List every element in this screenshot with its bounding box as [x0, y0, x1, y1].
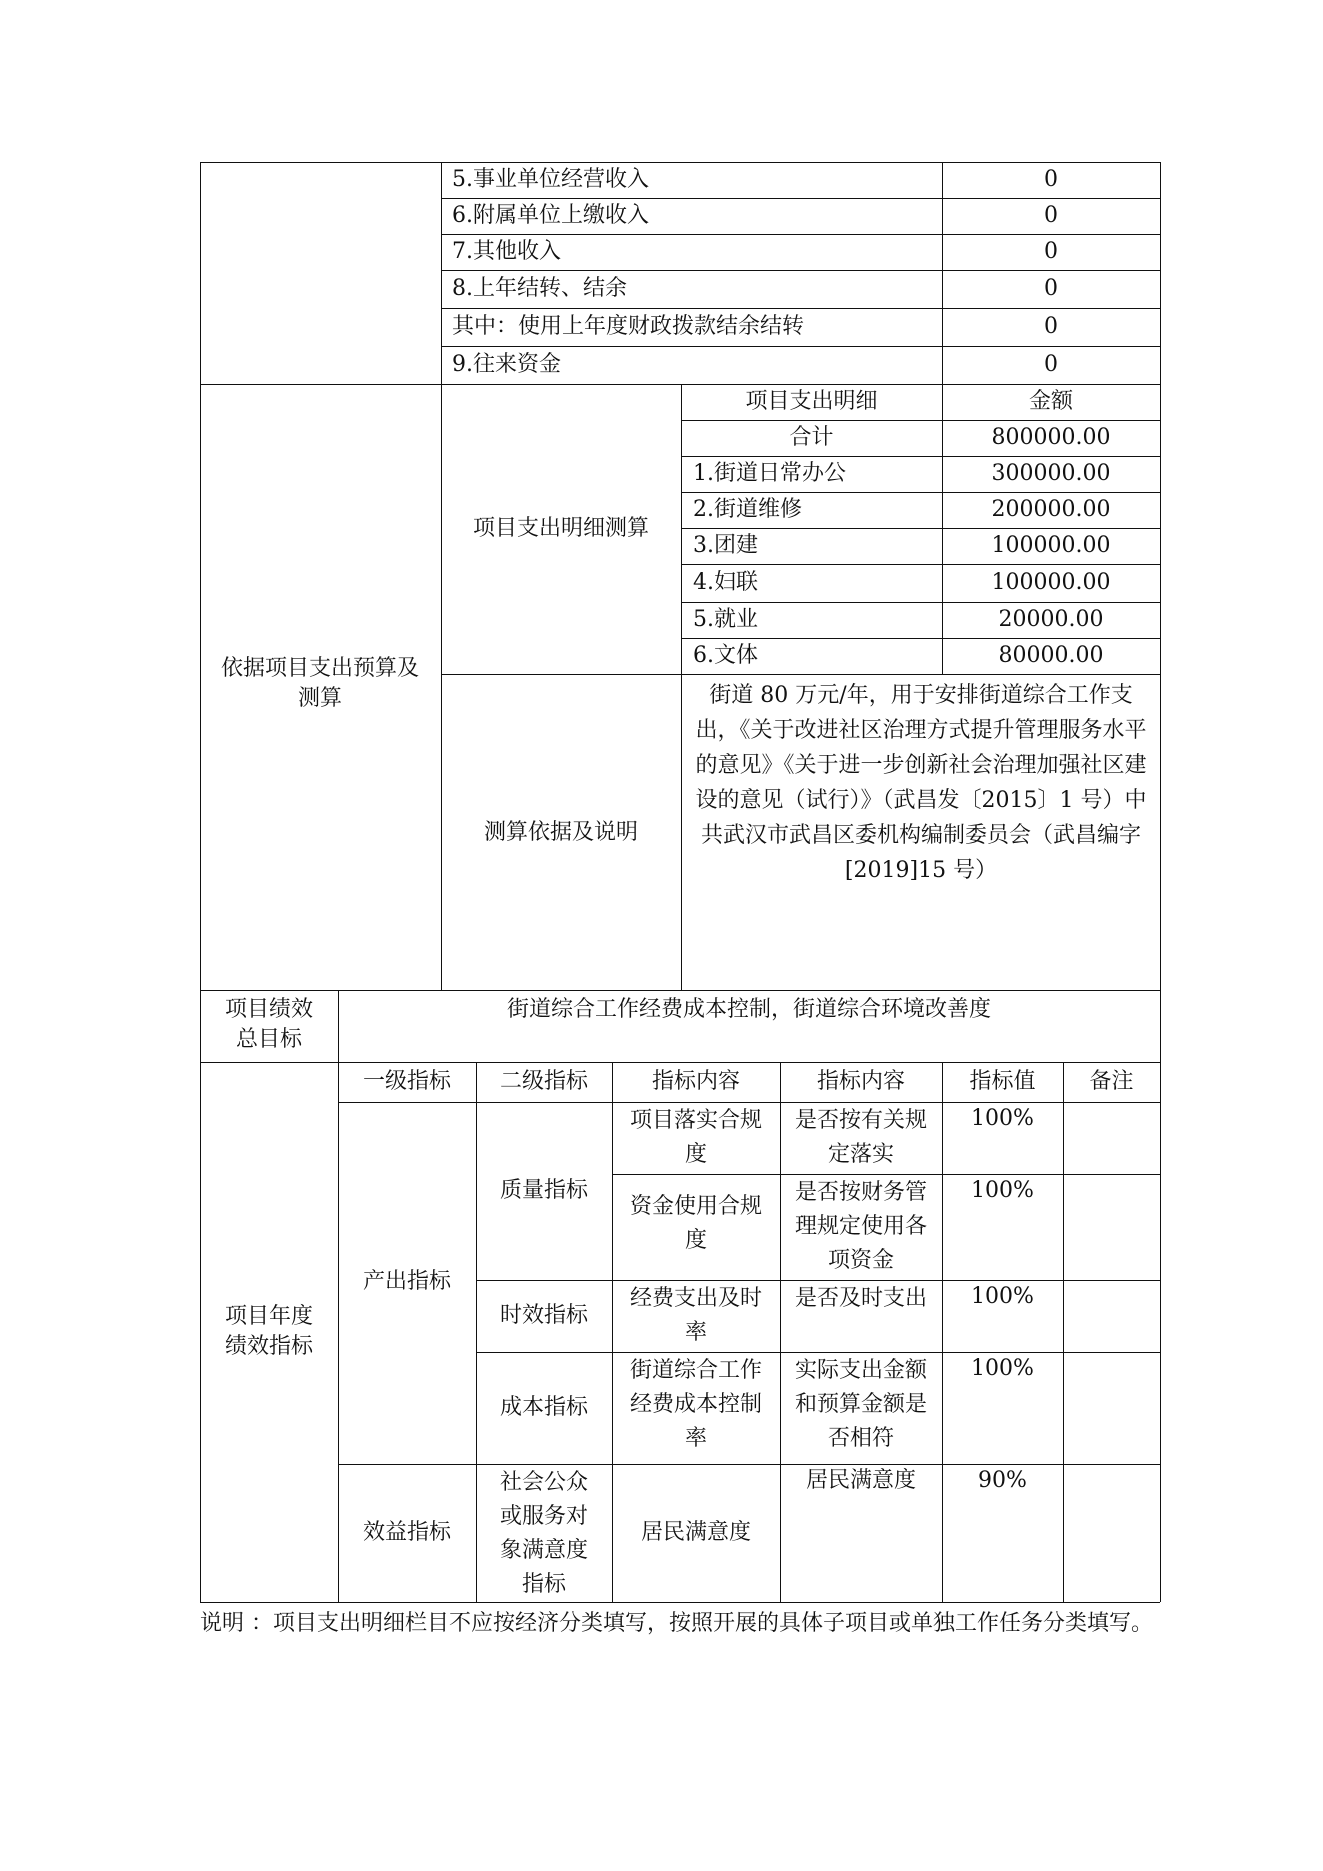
detail-row-amount: 300000.00 [991, 461, 1111, 486]
indicator-value: 100% [971, 1106, 1034, 1131]
income-row-label: 9.往来资金 [452, 352, 561, 377]
indicator-desc: 是否按有关规定落实 [794, 1108, 927, 1167]
detail-row-item: 4.妇联 [693, 570, 758, 595]
indicator-value: 100% [971, 1178, 1034, 1203]
income-row-value: 0 [1044, 276, 1058, 301]
level2-quality: 质量指标 [499, 1178, 588, 1203]
detail-row-amount: 100000.00 [991, 533, 1111, 558]
header-content-2: 指标内容 [816, 1069, 905, 1094]
income-row-label: 8.上年结转、结余 [452, 276, 627, 301]
income-row-label: 5.事业单位经营收入 [452, 167, 649, 192]
calc-basis-label: 测算依据及说明 [483, 820, 638, 845]
detail-row-item: 3.团建 [693, 533, 758, 558]
detail-row-item: 1.街道日常办公 [693, 461, 846, 486]
detail-row-amount: 200000.00 [991, 497, 1111, 522]
calc-basis-text: 街道 80 万元/年，用于安排街道综合工作支出，《关于改进社区治理方式提升管理服务水平的意见》《关于进一步创新社会治理加强社区建设的意见（试行）》（武昌发〔2015〕1 号）中共武汉市武昌区委机构编制委员会（武昌编字[2019]15 号） [695, 683, 1147, 883]
income-row-label: 其中：使用上年度财政拨款结余结转 [452, 314, 805, 339]
income-row-label: 6.附属单位上缴收入 [452, 203, 649, 228]
footnote: 说明 ：项目支出明细栏目不应按经济分类填写，按照开展的具体子项目或单独工作任务分类填写。 [200, 1611, 1153, 1636]
header-content: 指标内容 [651, 1069, 740, 1094]
detail-row-amount: 100000.00 [991, 570, 1111, 595]
indicator-desc: 实际支出金额和预算金额是否相符 [794, 1358, 927, 1451]
income-row-value: 0 [1044, 239, 1058, 264]
income-row-value: 0 [1044, 167, 1058, 192]
indicator-content: 项目落实合规度 [629, 1108, 762, 1167]
goal-text: 街道综合工作经费成本控制，街道综合环境改善度 [506, 997, 991, 1022]
goal-label: 项目绩效总目标 [224, 997, 313, 1052]
indicator-value: 100% [971, 1284, 1034, 1309]
indicator-content: 资金使用合规度 [629, 1194, 762, 1253]
level1-benefit: 效益指标 [362, 1520, 451, 1545]
indicator-content: 经费支出及时率 [629, 1286, 762, 1345]
income-row-value: 0 [1044, 314, 1058, 339]
indicator-desc: 是否按财务管理规定使用各项资金 [794, 1180, 927, 1273]
income-row-value: 0 [1044, 203, 1058, 228]
detail-row-amount: 800000.00 [991, 425, 1111, 450]
detail-header-amount: 金额 [1028, 389, 1073, 414]
detail-calc-label: 项目支出明细测算 [472, 516, 649, 541]
header-level2: 二级指标 [499, 1069, 588, 1094]
indicator-value: 90% [978, 1468, 1027, 1493]
header-value: 指标值 [969, 1069, 1036, 1094]
income-row-label: 7.其他收入 [452, 239, 561, 264]
detail-header-item: 项目支出明细 [745, 389, 878, 414]
income-row-value: 0 [1044, 352, 1058, 377]
header-remark: 备注 [1089, 1069, 1134, 1094]
indicator-value: 100% [971, 1356, 1034, 1381]
detail-row-item: 合计 [789, 425, 834, 450]
level2-timeliness: 时效指标 [499, 1303, 588, 1328]
header-level1: 一级指标 [362, 1069, 451, 1094]
detail-row-amount: 20000.00 [998, 607, 1104, 632]
level1-output: 产出指标 [362, 1269, 451, 1294]
budget-section-label: 依据项目支出预算及测算 [220, 656, 419, 711]
indicator-content: 街道综合工作经费成本控制率 [629, 1358, 762, 1451]
indicator-desc: 居民满意度 [805, 1468, 916, 1493]
level2-cost: 成本指标 [499, 1395, 588, 1420]
indicators-label: 项目年度绩效指标 [224, 1304, 313, 1359]
detail-row-item: 6.文体 [693, 643, 758, 668]
level2-satisfaction: 社会公众或服务对象满意度指标 [499, 1470, 588, 1597]
indicator-desc: 是否及时支出 [794, 1286, 927, 1311]
detail-row-amount: 80000.00 [998, 643, 1104, 668]
indicator-content: 居民满意度 [640, 1520, 751, 1545]
detail-row-item: 5.就业 [693, 607, 758, 632]
detail-row-item: 2.街道维修 [693, 497, 802, 522]
